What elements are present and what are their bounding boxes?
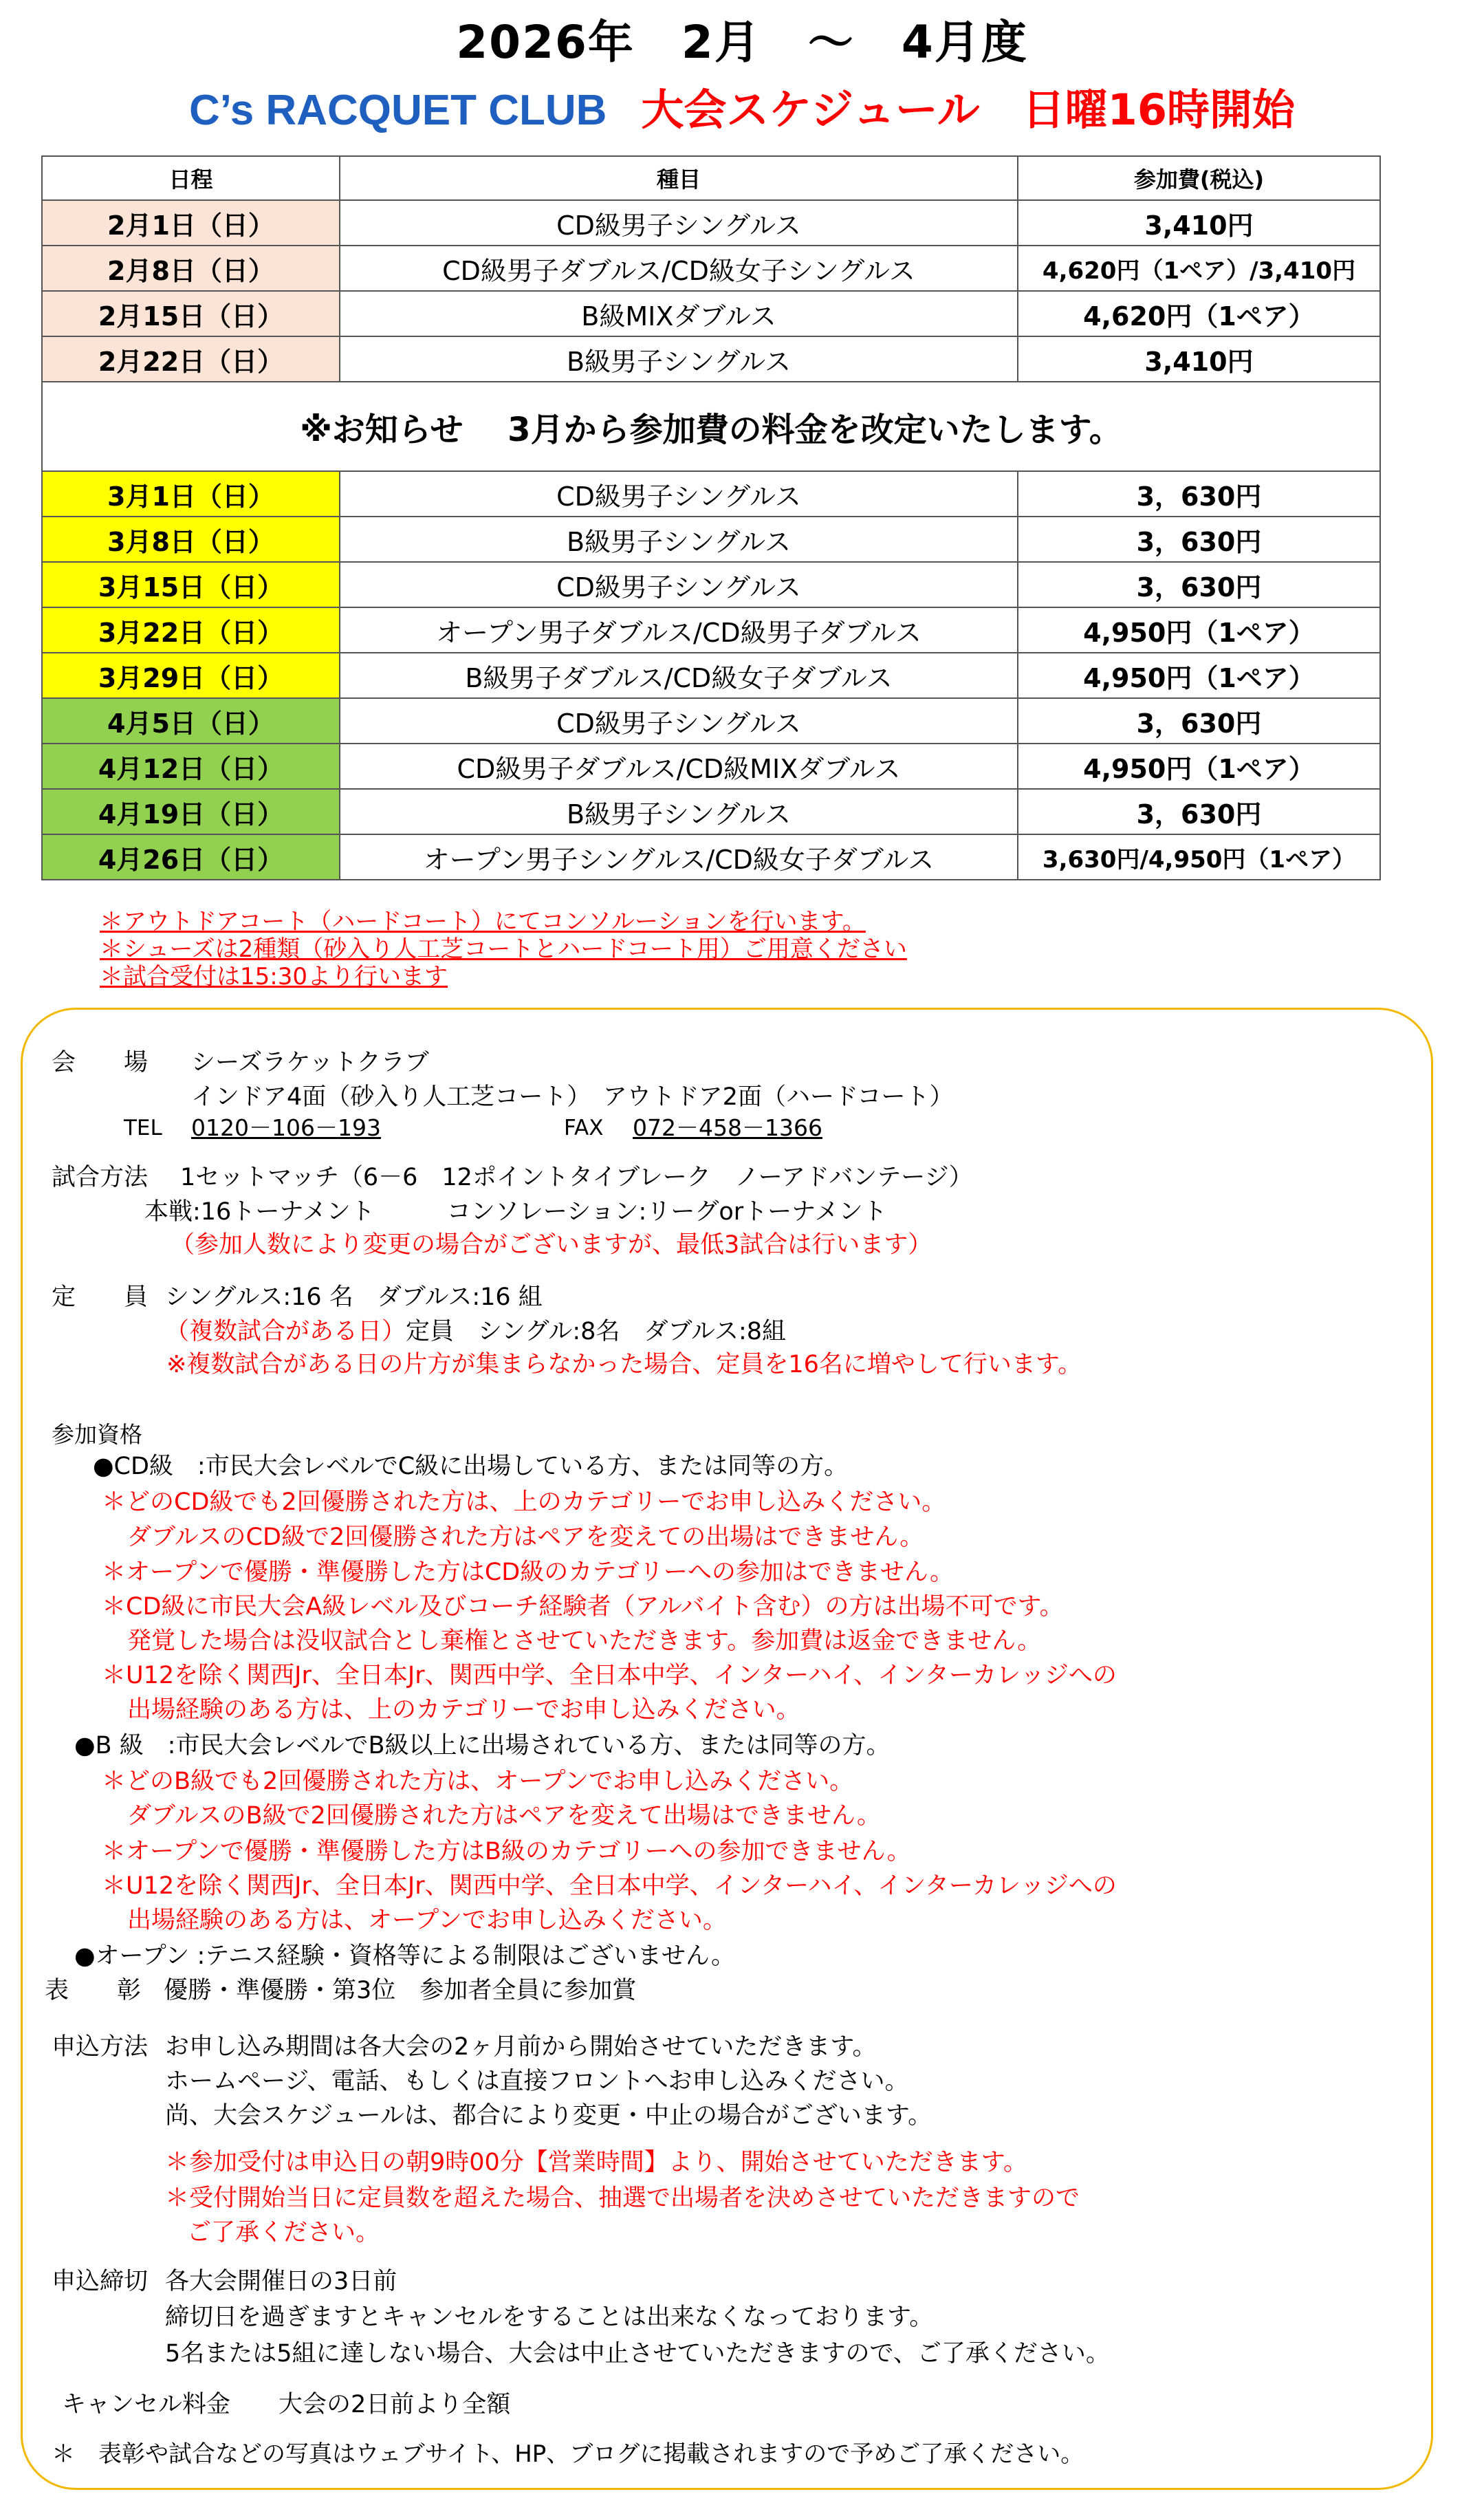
row-event: オープン男子シングルス/CD級女子ダブルス: [340, 834, 1018, 880]
table-row: [42, 789, 1380, 834]
row-event: B級男子ダブルス/CD級女子ダブルス: [340, 653, 1018, 698]
row-fee: 3,410円: [1018, 336, 1380, 382]
cd-rule-5: 発覚した場合は没収試合とし棄権とさせていただきます。参加費は返金できません。: [127, 1627, 1042, 1655]
apply-line3: 尚、大会スケジュールは、都合により変更・中止の場合がございます。: [165, 2102, 932, 2130]
table-row: [42, 834, 1380, 880]
row-fee: 4,620円（1ペア）: [1018, 291, 1380, 336]
row-event: CD級男子シングルス: [340, 562, 1018, 607]
fax-label: FAX: [564, 1116, 604, 1140]
table-row: [42, 744, 1380, 789]
award-text: 優勝・準優勝・第3位 参加者全員に参加賞: [164, 1977, 637, 2004]
table-row: [42, 607, 1380, 653]
row-date: 2月22日（日）: [42, 336, 340, 382]
row-event: B級MIXダブルス: [340, 291, 1018, 336]
cd-rule-7: 出場経験のある方は、上のカテゴリーでお申し込みください。: [127, 1696, 800, 1724]
table-row: [42, 200, 1380, 246]
row-date: 4月19日（日）: [42, 789, 340, 834]
row-date: 4月12日（日）: [42, 744, 340, 789]
capacity-multi-value: 定員 シングル:8名 ダブルス:8組: [406, 1318, 787, 1345]
note-reception: ＊試合受付は15:30より行います: [100, 963, 448, 990]
table-row: [42, 336, 1380, 382]
row-fee: 3，630円: [1018, 698, 1380, 744]
row-date: 3月1日（日）: [42, 471, 340, 517]
cd-rule-1: ＊どのCD級でも2回優勝された方は、上のカテゴリーでお申し込みください。: [102, 1488, 946, 1516]
capacity-line1: シングルス:16 名 ダブルス:16 組: [165, 1283, 543, 1311]
page-title: 2026年 2月 ～ 4月度: [456, 16, 1028, 69]
row-date: 2月1日（日）: [42, 200, 340, 246]
apply-line5: ＊受付開始当日に定員数を超えた場合、抽選で出場者を決めさせていただきますので: [165, 2185, 1080, 2212]
col-date-header: 日程: [42, 156, 340, 200]
cd-rule-2: ダブルスのCD級で2回優勝された方はペアを変えての出場はできません。: [127, 1524, 924, 1551]
club-name: C’s RACQUET CLUB: [189, 87, 607, 134]
method-line2: 本戦:16トーナメント コンソレーション:リーグorトーナメント: [144, 1198, 887, 1226]
row-event: CD級男子ダブルス/CD級MIXダブルス: [340, 744, 1018, 789]
capacity-line3: ※複数試合がある日の片方が集まらなかった場合、定員を16名に増やして行います。: [166, 1351, 1082, 1378]
cancel-fee: キャンセル料金 大会の2日前より全額: [62, 2391, 511, 2418]
b-rule-5: 出場経験のある方は、オープンでお申し込みください。: [127, 1907, 727, 1934]
row-date: 2月8日（日）: [42, 246, 340, 291]
b-rule-4: ＊U12を除く関西Jr、全日本Jr、関西中学、全日本中学、インターハイ、インターカレッジへの: [102, 1872, 1117, 1900]
row-event: CD級男子シングルス: [340, 698, 1018, 744]
row-event: CD級男子シングルス: [340, 471, 1018, 517]
table-row: [42, 517, 1380, 562]
apply-line6: ご了承ください。: [187, 2219, 380, 2246]
table-row: [42, 471, 1380, 517]
qualification-label: 参加資格: [52, 1421, 142, 1448]
row-event: CD級男子ダブルス/CD級女子シングルス: [340, 246, 1018, 291]
fax-number: 072－458－1366: [633, 1114, 822, 1141]
row-event: B級男子シングルス: [340, 517, 1018, 562]
row-fee: 3,630円/4,950円（1ペア）: [1018, 834, 1380, 880]
b-rule-2: ダブルスのB級で2回優勝された方はペアを変えて出場はできません。: [127, 1802, 881, 1830]
cd-rule-3: ＊オープンで優勝・準優勝した方はCD級のカテゴリーへの参加はできません。: [102, 1559, 954, 1586]
capacity-multi-label: （複数試合がある日）: [165, 1318, 406, 1345]
method-line1: 1セットマッチ（6－6 12ポイントタイブレーク ノーアドバンテージ）: [180, 1164, 973, 1191]
apply-line4: ＊参加受付は申込日の朝9時00分【営業時間】より、開始させていただきます。: [165, 2149, 1028, 2176]
venue-courts: インドア4面（砂入り人工芝コート） アウトドア2面（ハードコート）: [191, 1083, 954, 1111]
method-label: 試合方法: [52, 1164, 149, 1191]
subtitle: [0, 76, 1484, 137]
method-line3: （参加人数により変更の場合がございますが、最低3試合は行います）: [171, 1231, 932, 1259]
photo-notice: ＊ 表彰や試合などの写真はウェブサイト、HP、ブログに掲載されますので予めご了承ください。: [52, 2440, 1084, 2468]
row-event: B級男子シングルス: [340, 336, 1018, 382]
b-rule-1: ＊どのB級でも2回優勝された方は、オープンでお申し込みください。: [102, 1768, 854, 1795]
row-date: 3月29日（日）: [42, 653, 340, 698]
row-fee: 4,950円（1ペア）: [1018, 744, 1380, 789]
apply-line2: ホームページ、電話、もしくは直接フロントへお申し込みください。: [165, 2068, 909, 2095]
row-event: オープン男子ダブルス/CD級男子ダブルス: [340, 607, 1018, 653]
capacity-line2: [165, 1316, 786, 1347]
col-event-header: 種目: [340, 156, 1018, 200]
table-row: [42, 698, 1380, 744]
table-header-row: [42, 156, 1380, 200]
note-consolation: ＊アウトドアコート（ハードコート）にてコンソルーションを行います。: [100, 908, 866, 935]
row-fee: 3,410円: [1018, 200, 1380, 246]
row-fee: 3，630円: [1018, 789, 1380, 834]
award-label: 表 彰: [45, 1977, 142, 2004]
note-shoes: ＊シューズは2種類（砂入り人工芝コートとハードコート用）ご用意ください: [100, 935, 907, 963]
col-fee-header: 参加費(税込): [1018, 156, 1380, 200]
apply-label: 申込方法: [52, 2033, 149, 2061]
schedule-table: [41, 155, 1381, 880]
venue-name: シーズラケットクラブ: [191, 1049, 429, 1076]
cd-class-heading: ●CD級 :市民大会レベルでC級に出場している方、または同等の方。: [93, 1453, 849, 1480]
table-row: [42, 653, 1380, 698]
row-fee: 4,620円（1ペア）/3,410円: [1018, 246, 1380, 291]
row-date: 4月5日（日）: [42, 698, 340, 744]
schedule-notes: [100, 908, 907, 990]
row-date: 2月15日（日）: [42, 291, 340, 336]
deadline-label: 申込締切: [52, 2268, 149, 2295]
open-class-heading: ●オープン :テニス経験・資格等による制限はございません。: [74, 1942, 736, 1970]
row-date: 3月15日（日）: [42, 562, 340, 607]
b-class-heading: ●B 級 :市民大会レベルでB級以上に出場されている方、または同等の方。: [74, 1732, 891, 1759]
tel-label: TEL: [124, 1116, 162, 1140]
table-row: [42, 562, 1380, 607]
table-row: [42, 291, 1380, 336]
fee-change-notice: ※お知らせ 3月から参加費の料金を改定いたします。: [42, 382, 1380, 471]
row-fee: 3，630円: [1018, 471, 1380, 517]
notice-row: [42, 382, 1380, 471]
schedule-title: 大会スケジュール 日曜16時開始: [641, 85, 1295, 135]
cd-rule-4: ＊CD級に市民大会A級レベル及びコーチ経験者（アルバイト含む）の方は出場不可です。: [102, 1593, 1064, 1621]
deadline-line2: 締切日を過ぎますとキャンセルをすることは出来なくなっております。: [165, 2304, 934, 2331]
venue-label: 会 場: [52, 1049, 149, 1076]
row-fee: 3，630円: [1018, 562, 1380, 607]
deadline-line3: 5名または5組に達しない場合、大会は中止させていただきますので、ご了承ください。: [165, 2340, 1110, 2367]
cd-rule-6: ＊U12を除く関西Jr、全日本Jr、関西中学、全日本中学、インターハイ、インターカレッジへの: [102, 1662, 1117, 1689]
deadline-line1: 各大会開催日の3日前: [165, 2268, 397, 2295]
row-event: B級男子シングルス: [340, 789, 1018, 834]
row-date: 3月8日（日）: [42, 517, 340, 562]
row-fee: 4,950円（1ペア）: [1018, 607, 1380, 653]
row-date: 3月22日（日）: [42, 607, 340, 653]
row-date: 4月26日（日）: [42, 834, 340, 880]
row-fee: 4,950円（1ペア）: [1018, 653, 1380, 698]
apply-line1: お申し込み期間は各大会の2ヶ月前から開始させていただきます。: [165, 2033, 877, 2061]
tel-number: 0120－106－193: [191, 1114, 381, 1141]
capacity-label: 定 員: [52, 1283, 149, 1311]
b-rule-3: ＊オープンで優勝・準優勝した方はB級のカテゴリーへの参加できません。: [102, 1838, 911, 1865]
row-fee: 3，630円: [1018, 517, 1380, 562]
row-event: CD級男子シングルス: [340, 200, 1018, 246]
table-row: [42, 246, 1380, 291]
